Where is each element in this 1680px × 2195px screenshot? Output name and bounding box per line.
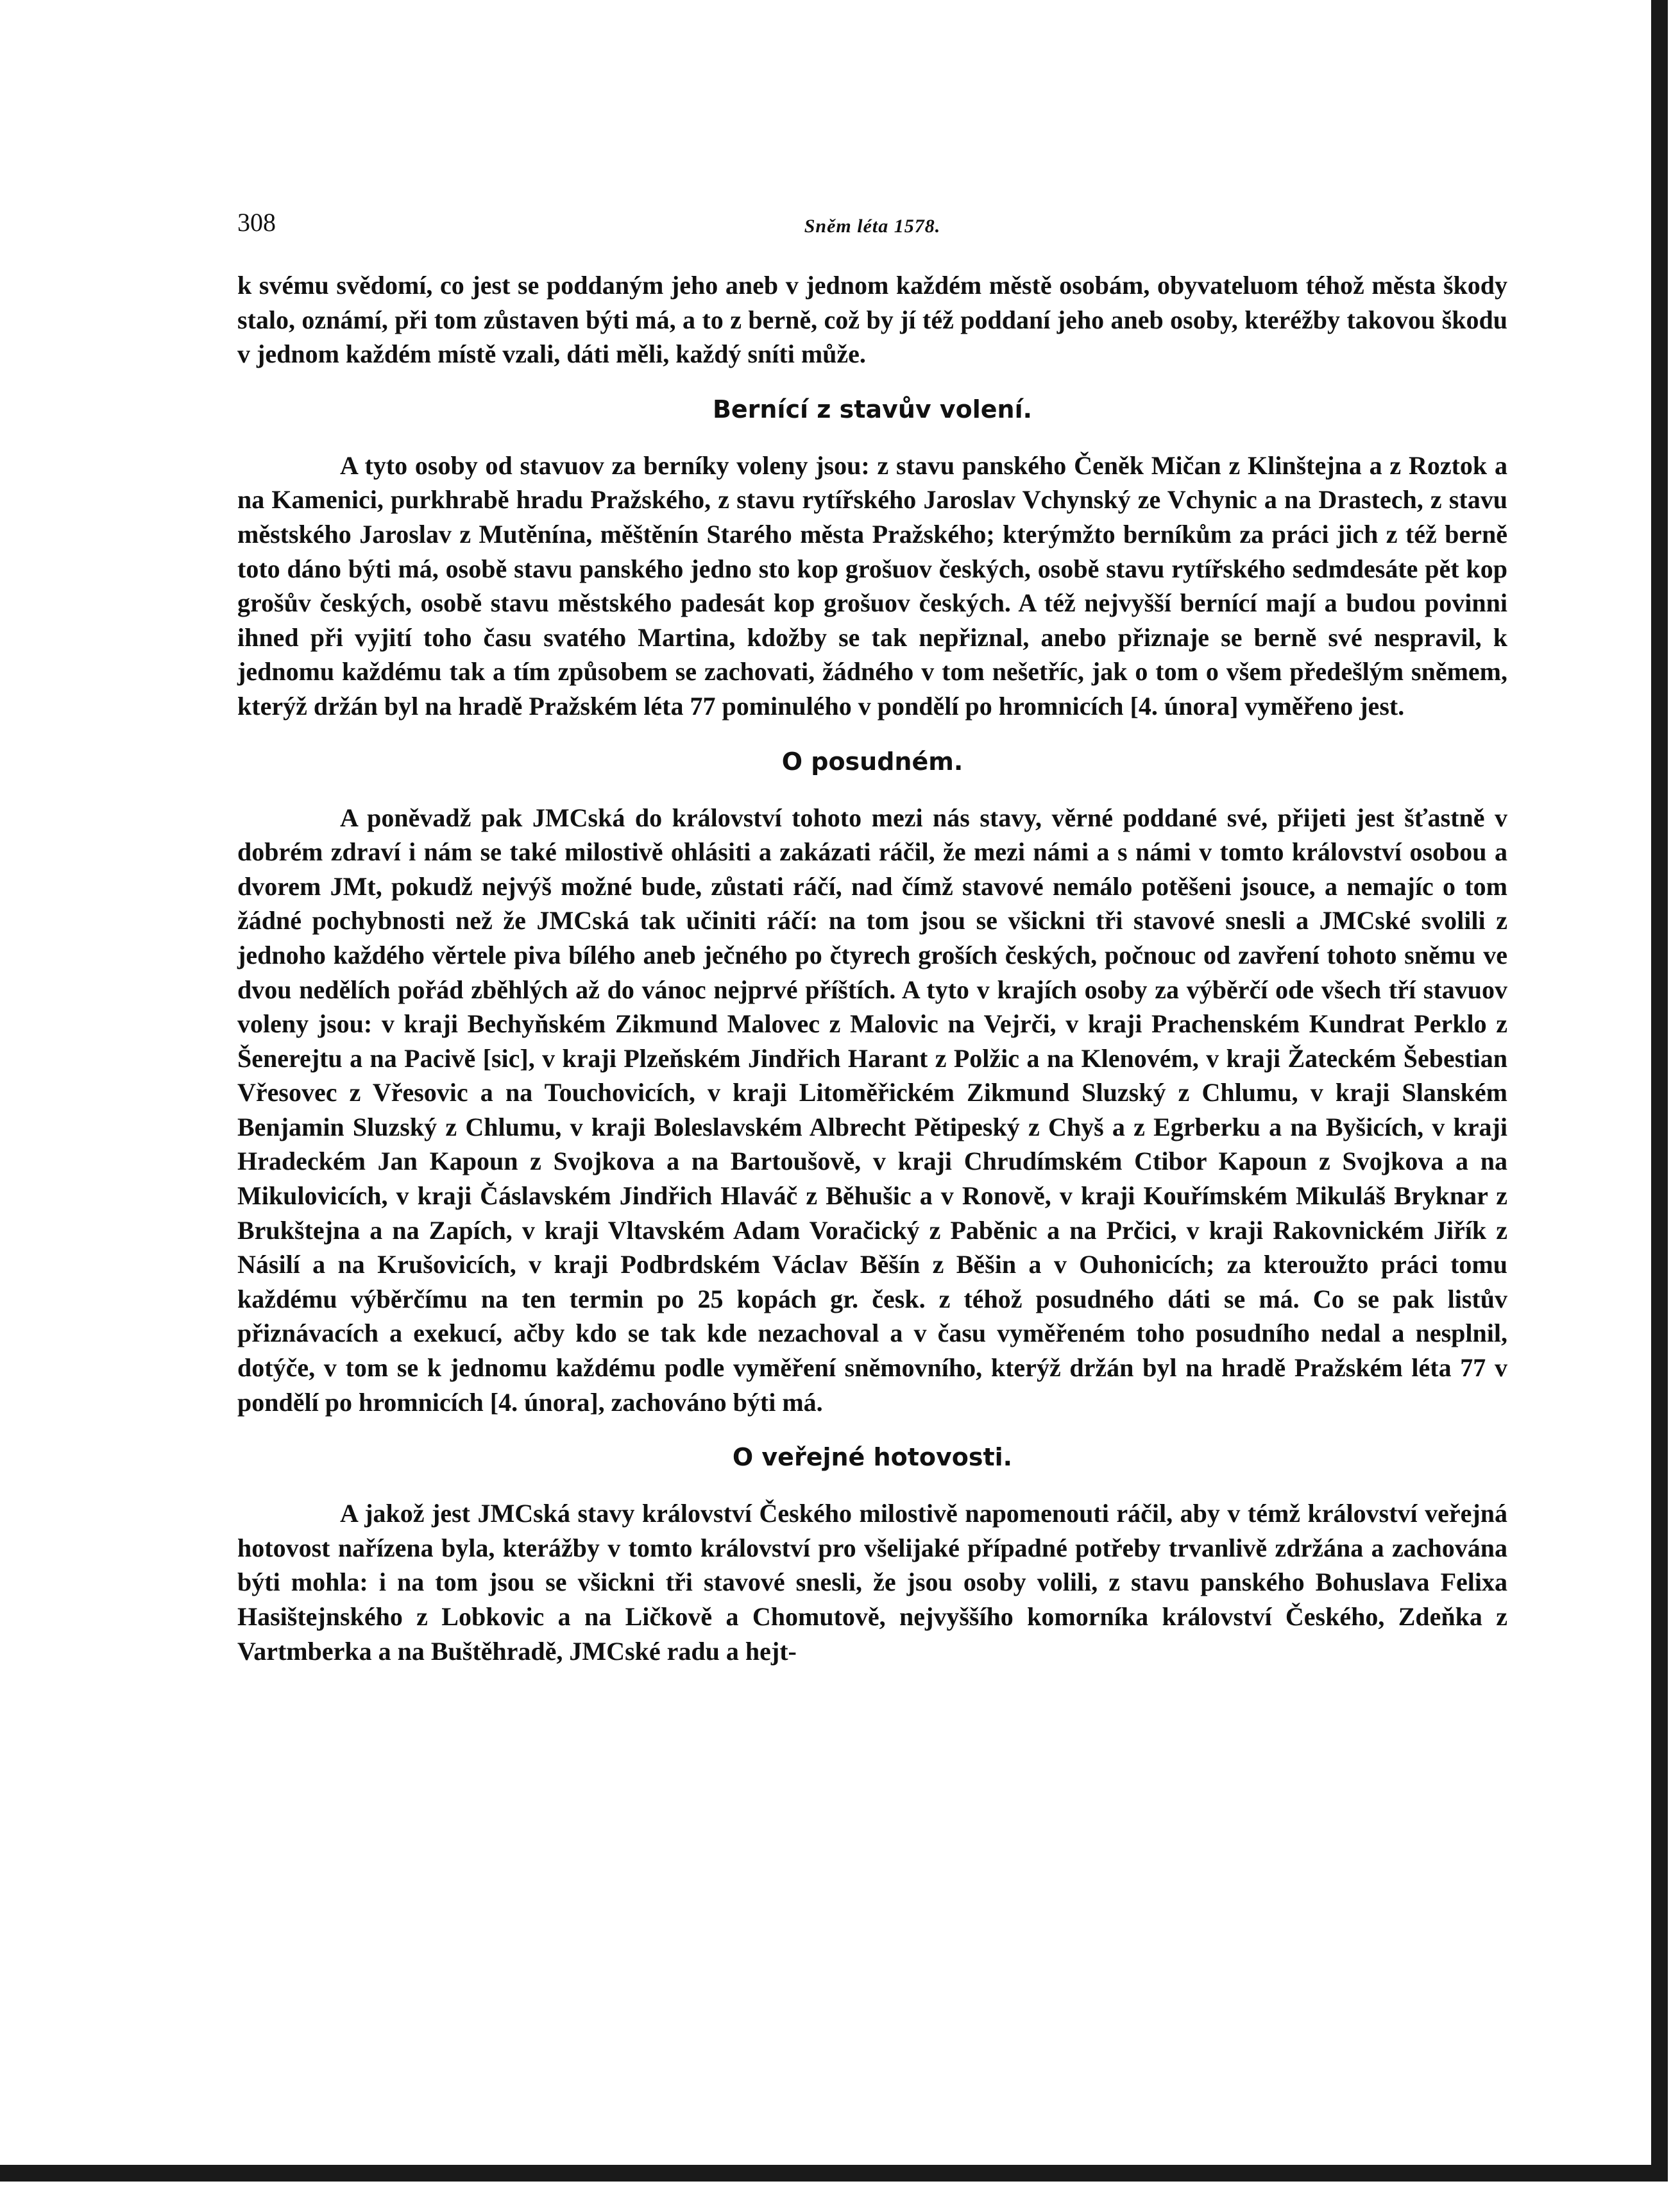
page-content: [237, 205, 1507, 1668]
paragraph-bernici: A tyto osoby od stavuov za berníky voleny jsou: z stavu panského Čeněk Mičan z Klinštejna a z Roztok a na Kamenici, purkhrabě hradu Pražského, z stavu rytířského Jaroslav Vchynský ze Vchynic a na Drastech, z stavu městského Jaroslav z Mutěnína, měštěnín Starého města Pražského; kterýmžto berníkům za práci jich z též berně toto dáno býti má, osobě stavu panského jedno sto kop grošuov českých, osobě stavu rytířského sedmdesáte pět kop grošův českých, osobě stavu městského padesát kop grošuov českých. A též nejvyšší bernící mají a budou povinni ihned při vyjití toho času svatého Martina, kdožby se tak nepřiznal, anebo přiznaje se berně své nespravil, k jednomu každému tak a tím způsobem se zachovati, žádného v tom nešetříc, jak o tom o všem předešlým sněmem, kterýž držán byl na hradě Pražském léta 77 pominulého v pondělí po hromnicích [4. února] vyměřeno jest.: [237, 450, 1507, 721]
paragraph-hotovosti: A jakož jest JMCská stavy království Českého milostivě napomenouti ráčil, aby v témž království veřejná hotovost nařízena byla, kterážby v tomto království pro všelijaké případné potřeby trvanlivě zdržána a zachována býti mohla: i na tom jsou se všickni tři stavové snesli, že jsou osoby volili, z stavu panského Bohuslava Felixa Hasištejnského z Lobkovic a na Ličkově a Chomutově, nejvyššího komorníka království Českého, Zdeňka z Vartmberka a na Buštěhradě, JMCské radu a hejt-: [237, 1499, 1507, 1666]
heading-posudnem: O posudném.: [781, 747, 963, 776]
heading-bernici: Bernící z stavův volení.: [712, 395, 1033, 423]
heading-hotovosti: O veřejné hotovosti.: [732, 1443, 1013, 1472]
paragraph-continuation: k svému svědomí, co jest se poddaným jeho aneb v jednom každém městě osobám, obyvateluom téhož města škody stalo, oznámí, při tom zůstaven býti má, a to z berně, což by jí též poddaní jeho aneb osoby, kteréžby takovou škodu v jednom každém místě vzali, dáti měli, každý sníti může.: [237, 271, 1507, 369]
paragraph-posudnem: A poněvadž pak JMCská do království tohoto mezi nás stavy, věrné poddané své, přijeti jest šťastně v dobrém zdraví i nám se také milostivě ohlásiti a zakázati ráčil, že mezi námi a s námi v tomto království osobou a dvorem JMt, pokudž nejvýš možné bude, zůstati ráčí, nad čímž stavové nemálo potěšeni jsouce, a nemajíc o tom žádné pochybnosti než že JMCská tak učiniti ráčí: na tom jsou se všickni tři stavové snesli a JMCské svolili z jednoho každého věrtele piva bílého aneb ječného po čtyrech groších českých, počnouc od zavření tohoto sněmu ve dvou nedělích pořád zběhlých až do vánoc nejprvé příštích. A tyto v krajích osoby za výběrčí ode všech tří stavuov voleny jsou: v kraji Bechyňském Zikmund Malovec z Malovic na Vejrči, v kraji Prachenském Kundrat Perklo z Šenerejtu a na Pacivě [sic], v kraji Plzeňském Jindřich Harant z Polžic a na Klenovém, v kraji Žateckém Šebestian Vřesovec z Vřesovic a na Touchovicích, v kraji Litoměřickém Zikmund Sluzský z Chlumu, v kraji Slanském Benjamin Sluzský z Chlumu, v kraji Boleslavském Albrecht Pětipeský z Chyš a z Egrberku a na Byšicích, v kraji Hradeckém Jan Kapoun z Svojkova a na Bartoušově, v kraji Chrudímském Ctibor Kapoun z Svojkova a na Mikulovicích, v kraji Čáslavském Jindřich Hlaváč z Běhušic a v Ronově, v kraji Kouřímském Mikuláš Bryknar z Brukštejna a na Zapích, v kraji Vltavském Adam Voračický z Paběnic a na Prčici, v kraji Rakovnickém Jiřík z Násilí a na Krušovicích, v kraji Podbrdském Václav Běšín z Běšin a v Ouhonicích; za kteroužto práci tomu každému výběrčímu na ten termin po 25 kopách gr. česk. z téhož posudného dáti se má. Co se pak listův přiznávacích a exekucí, ačby kdo se tak kde nezachoval a v času vyměřeném toho posudního nedal a nesplnil, dotýče, v tom se k jednomu každému podle vyměření sněmovního, kterýž držán byl na hradě Pražském léta 77 v pondělí po hromnicích [4. února], zachováno býti má.: [237, 803, 1507, 1417]
page-header: [237, 205, 1507, 244]
page-number: 308: [237, 208, 276, 237]
running-title: Sněm léta 1578.: [804, 216, 941, 237]
